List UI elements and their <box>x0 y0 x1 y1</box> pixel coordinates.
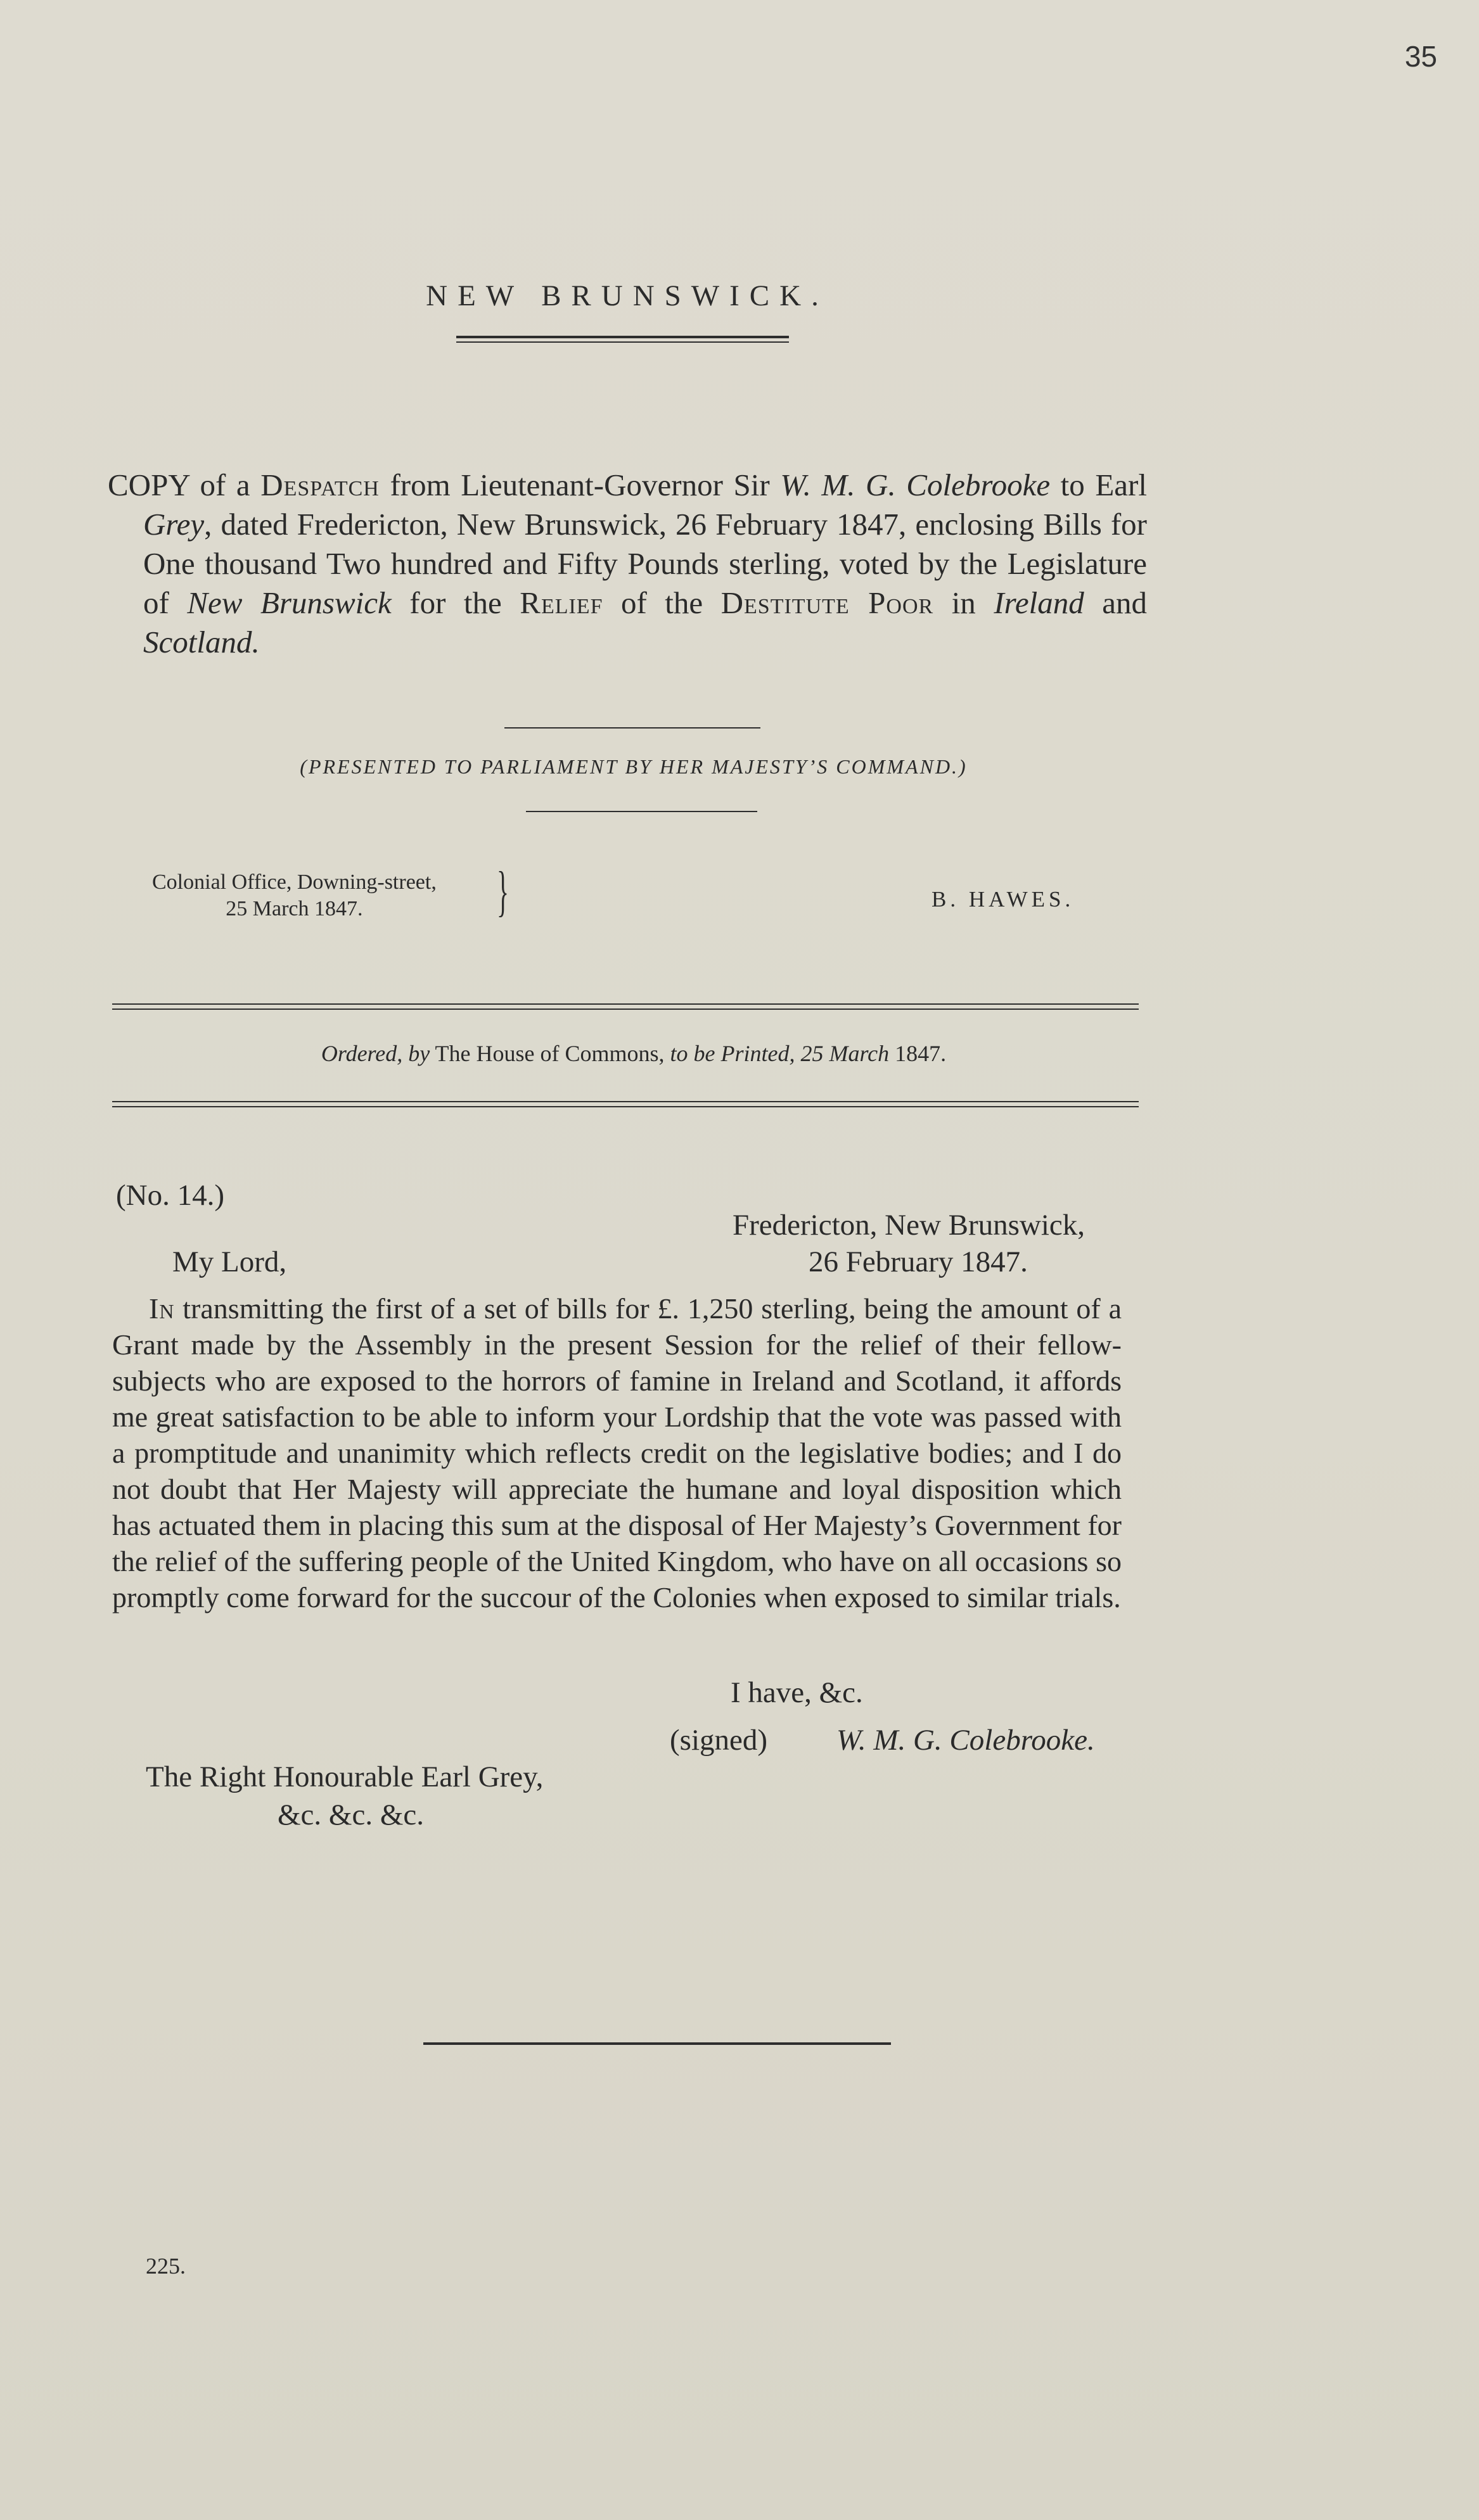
ordered-rule-bottom-2 <box>112 1106 1139 1107</box>
document-title: NEW BRUNSWICK. <box>426 279 829 312</box>
colonial-office-address: Colonial Office, Downing-street, 25 March 1847. <box>152 870 437 920</box>
addressee-etc: &c. &c. &c. <box>278 1798 425 1831</box>
brace-glyph: } <box>497 861 509 922</box>
presented-rule-top <box>504 727 760 729</box>
ordered-rule-top-1 <box>112 1003 1139 1005</box>
title-rule-bottom <box>456 341 789 343</box>
letter-body: In transmitting the first of a set of bills for £. 1,250 sterling, being the amount of a Grant made by the Assembly in the present Session for the relief of their fellow-subjects who are exposed to the horrors of famine in Ireland and Scotland, it affords me great satisfaction to be able to inform your Lordship that the vote was passed with a promptitude and unanimity which reflects credit on the legislative bodies; and I do not doubt that Her Majesty will appreciate the humane and loyal disposition which has actuated them in placing this sum at the disposal of Her Majesty’s Government for the relief of the suffering people of the United Kingdom, who have on all occasions so promptly come forward for the succour of the Colonies when exposed to similar trials. <box>112 1292 1122 1613</box>
title-rule-top <box>456 336 789 338</box>
ordered-line: Ordered, by The House of Commons, to be Printed, 25 March 1847. <box>321 1041 947 1066</box>
letter-place: Fredericton, New Brunswick, <box>733 1209 1085 1242</box>
closing-rule <box>423 2042 891 2045</box>
letter-signature: W. M. G. Colebrooke. <box>836 1724 1095 1757</box>
footer-number: 225. <box>146 2253 186 2279</box>
letter-closing: I have, &c. <box>731 1676 863 1709</box>
letter-addressee: The Right Honourable Earl Grey, <box>146 1760 544 1793</box>
presented-rule-bottom <box>526 811 757 812</box>
ordered-rule-bottom-1 <box>112 1101 1139 1102</box>
letter-date: 26 February 1847. <box>809 1245 1028 1278</box>
document-description: COPY of a Despatch from Lieutenant-Governor Sir W. M. G. Colebrooke to Earl Grey, dated Fredericton, New Brunswick, 26 February 1847, enclosing Bills for One thousand Two hundred and Fifty Pounds sterling, voted by the Legislature of New Brunswick for the Relief of the Destitute Poor in Ireland and Scotland. <box>108 468 1147 659</box>
letter-salutation: My Lord, <box>172 1245 287 1278</box>
page-number: 35 <box>1404 40 1437 73</box>
presented-notice: (PRESENTED TO PARLIAMENT BY HER MAJESTY’S COMMAND.) <box>300 755 968 778</box>
letter-number: (No. 14.) <box>116 1179 224 1212</box>
signed-label: (signed) <box>670 1724 768 1757</box>
ordered-rule-top-2 <box>112 1009 1139 1010</box>
signer-name: B. HAWES. <box>932 887 1075 912</box>
